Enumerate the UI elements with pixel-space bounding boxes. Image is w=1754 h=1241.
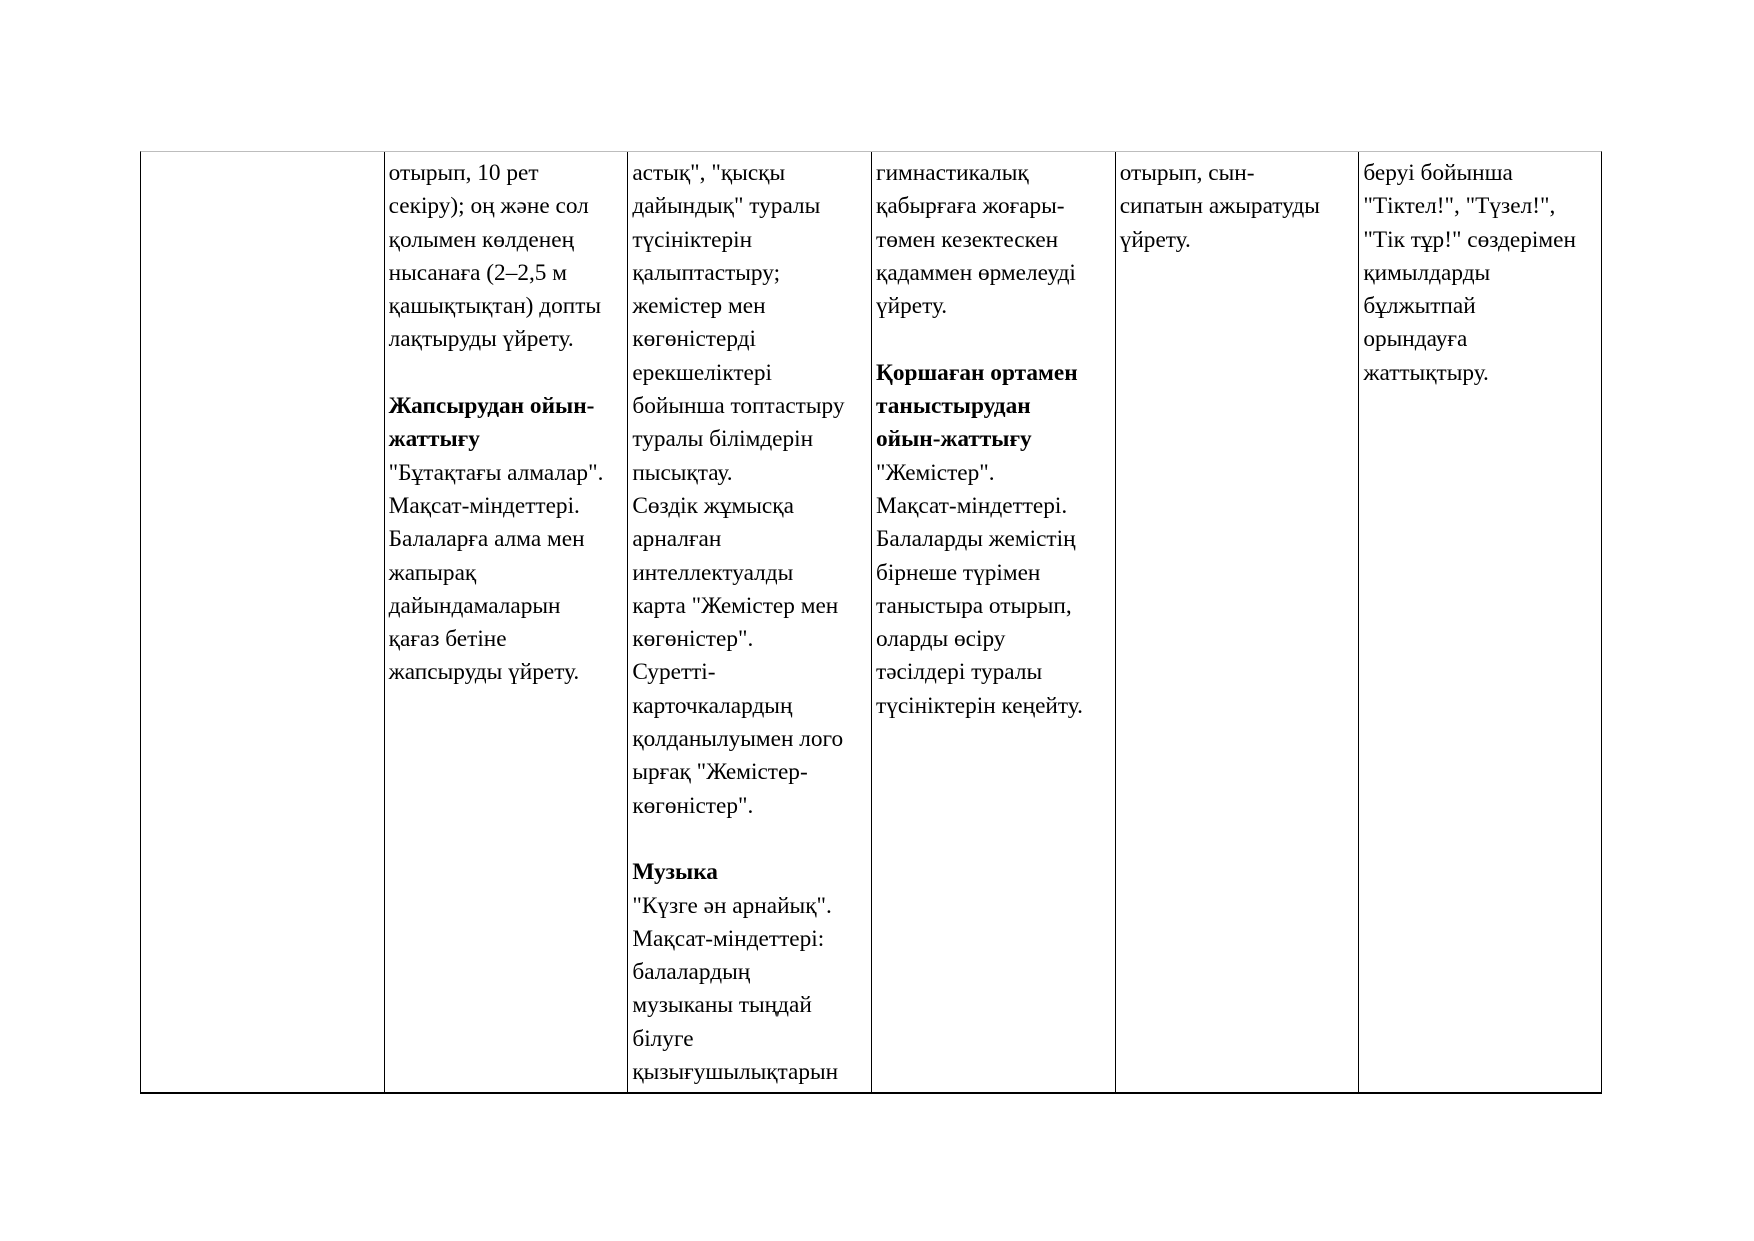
cell-text-line: Сөздік жұмысқа (632, 492, 794, 519)
cell-text-line: қағаз бетіне (388, 626, 507, 653)
blank-line (876, 323, 1111, 356)
blank-line (632, 823, 867, 856)
table-cell-col-2 (385, 152, 629, 1092)
cell-text-line: төмен кезектескен (876, 226, 1059, 253)
cell-text-line: көгөністер". (632, 626, 754, 653)
cell-text-line: отырып, 10 рет (388, 160, 539, 186)
cell-text-line: көгөністерді (632, 326, 756, 353)
cell-text-line: дайындық" туралы (632, 193, 821, 220)
table-cell-col-4 (872, 152, 1116, 1092)
cell-text-line: қабырғаға жоғары- (876, 193, 1065, 220)
cell-text-line: жаттықтыру. (1363, 359, 1489, 386)
cell-text-line: тәсілдері туралы (876, 659, 1043, 686)
cell-text-line: интеллектуалды (632, 559, 794, 586)
cell-text-line: Балаларға алма мен (388, 526, 585, 553)
cell-text-line: "Тіктел!", "Түзел!", (1363, 193, 1556, 220)
cell-text-line: бірнеше түрімен (876, 559, 1041, 586)
cell-heading-line: ойын-жаттығу (876, 426, 1032, 453)
cell-text-line: пысықтау. (632, 459, 733, 486)
cell-text-line: "Бұтақтағы алмалар". (388, 459, 604, 486)
cell-text-line: бұлжытпай (1363, 293, 1476, 320)
cell-text-line: Мақсат-міндеттері: (632, 925, 825, 952)
cell-text-line: оларды өсіру (876, 626, 1006, 653)
cell-text-line: ырғақ "Жемістер- (632, 759, 808, 786)
cell-text-line: балалардың (632, 959, 751, 986)
plan-table-fragment (140, 151, 1602, 1094)
table-cell-col-5 (1116, 152, 1360, 1092)
cell-text-line: білуге (632, 1025, 694, 1052)
cell-text-line: дайындамаларын (388, 592, 561, 619)
cell-heading-line: Жапсырудан ойын- (388, 393, 595, 420)
cell-heading-line: Қоршаған ортамен (876, 359, 1078, 386)
cell-text-line: үйрету. (1119, 226, 1191, 253)
table-cell-col-3 (628, 152, 872, 1092)
cell-text-line: түсініктерін (632, 226, 753, 253)
cell-text-line: "Тік тұр!" сөздерімен (1363, 226, 1576, 253)
cell-text-line: қашықтықтан) допты (388, 293, 602, 320)
cell-text-line: астық", "қысқы (632, 160, 786, 186)
cell-text-line: таныстыра отырып, (876, 592, 1072, 619)
cell-text-line: көгөністер". (632, 792, 754, 819)
cell-text-line: ерекшеліктері (632, 359, 773, 386)
cell-text-line: "Жемістер". (876, 459, 995, 486)
cell-text-line: арналған (632, 526, 722, 553)
cell-text-line: "Күзге ән арнайық". (632, 892, 832, 919)
cell-text-line: жапсыруды үйрету. (388, 659, 580, 686)
table-cell-col-1 (141, 152, 385, 1092)
cell-text-line: музыканы тыңдай (632, 992, 812, 1019)
cell-text-line: қолымен көлденең (388, 226, 575, 253)
cell-heading-line: таныстырудан (876, 393, 1031, 420)
cell-text-line: туралы білімдерін (632, 426, 814, 453)
cell-text-line: сипатын ажыратуды (1119, 193, 1320, 220)
cell-text-line: қолданылуымен лого (632, 726, 844, 753)
cell-text-line: жемістер мен (632, 293, 766, 320)
cell-heading-line: Музыка (632, 859, 718, 886)
cell-text-line: карточкалардың (632, 692, 793, 719)
cell-text-line: Суретті- (632, 659, 716, 686)
cell-text-line: бойынша топтастыру (632, 393, 845, 420)
cell-text-line: қимылдарды (1363, 259, 1491, 286)
cell-text-line: нысанаға (2–2,5 м (388, 259, 568, 286)
cell-text-line: отырып, сын- (1119, 160, 1255, 186)
cell-text-line: лақтыруды үйрету. (388, 326, 574, 353)
cell-text-line: Балаларды жемістің (876, 526, 1076, 553)
cell-heading-line: жаттығу (388, 426, 480, 453)
cell-text-line: карта "Жемістер мен (632, 592, 839, 619)
cell-text-line: Мақсат-міндеттері. (876, 492, 1068, 519)
cell-text-line: қызығушылықтарын (632, 1059, 839, 1086)
cell-text-line: орындауға (1363, 326, 1468, 353)
cell-text-line: гимнастикалық (876, 160, 1029, 186)
cell-text-line: қалыптастыру; (632, 259, 781, 286)
blank-line (389, 357, 624, 390)
cell-text-line: түсініктерін кеңейту. (876, 692, 1083, 719)
cell-text-line: жапырақ (388, 559, 477, 586)
cell-text-line: беруі бойынша (1363, 160, 1513, 186)
cell-text-line: секіру); оң және сол (388, 193, 589, 220)
cell-text-line: қадаммен өрмелеуді (876, 259, 1076, 286)
cell-text-line: үйрету. (876, 293, 948, 320)
cell-text-line: Мақсат-міндеттері. (388, 492, 580, 519)
table-cell-col-6 (1359, 152, 1601, 1092)
